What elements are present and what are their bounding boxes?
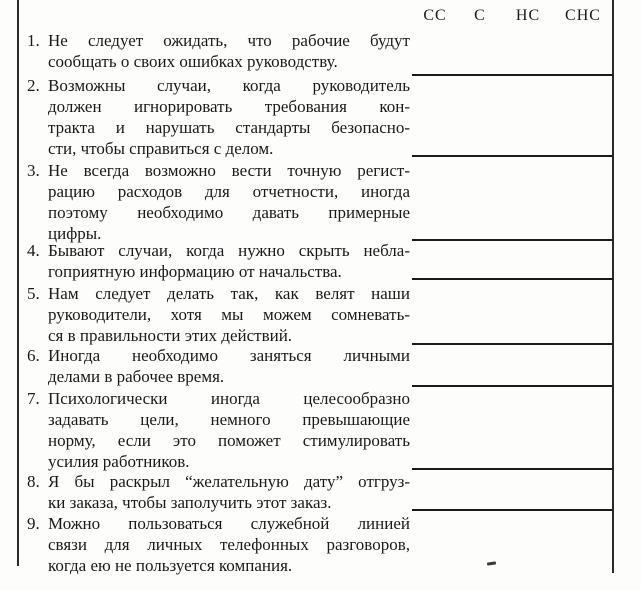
question-line: Психологически иногда целесообразно: [48, 389, 410, 408]
question-line: делами в рабочее время.: [48, 367, 225, 386]
scale-label-ss: СС: [423, 7, 447, 24]
question-line: Иногда необходимо заняться личными: [48, 346, 410, 365]
row-separator-6: [412, 385, 613, 387]
question-text: [48, 75, 410, 159]
question-item-8: [27, 471, 410, 513]
row-separator-8: [412, 509, 613, 511]
question-text: [48, 30, 410, 72]
question-item-3: [27, 160, 410, 244]
question-line: когда ею не пользуется компания.: [48, 556, 293, 575]
question-number: 3.: [27, 161, 40, 180]
row-separator-4: [412, 278, 613, 280]
question-line: сообщать о своих ошибках руководству.: [48, 52, 338, 71]
table-left-border: [17, 0, 19, 566]
question-line: руководители, хотя мы можем сомневать-: [48, 305, 410, 324]
question-line: Нам следует делать так, как велят наши: [48, 284, 410, 303]
question-line: должен игнорировать требования кон-: [48, 97, 410, 116]
question-line: Возможны случаи, когда руководитель: [48, 76, 410, 95]
question-number: 5.: [27, 284, 40, 303]
question-item-1: [27, 30, 410, 72]
question-line: поэтому необходимо давать примерные: [48, 203, 410, 222]
question-number: 2.: [27, 76, 40, 95]
answer-scale-header: [0, 7, 641, 27]
question-text: [48, 240, 410, 282]
question-line: Не всегда возможно вести точную регист-: [48, 161, 410, 180]
question-line: сти, чтобы справиться с делом.: [48, 139, 274, 158]
row-separator-7: [412, 468, 613, 470]
question-number: 7.: [27, 389, 40, 408]
question-item-5: [27, 283, 410, 346]
question-number: 6.: [27, 346, 40, 365]
question-number: 1.: [27, 31, 40, 50]
question-line: Не следует ожидать, что рабочие будут: [48, 31, 410, 50]
question-item-9: [27, 513, 410, 576]
question-line: Можно пользоваться служебной линией: [48, 514, 410, 533]
question-item-7: [27, 388, 410, 472]
stray-mark: [487, 561, 496, 565]
question-text: [48, 160, 410, 244]
question-text: [48, 471, 410, 513]
row-separator-2: [412, 155, 613, 157]
question-line: задавать цели, немного превышающие: [48, 410, 410, 429]
question-line: ки заказа, чтобы заполучить этот заказ.: [48, 493, 332, 512]
scale-label-s: С: [474, 7, 486, 24]
question-line: Я бы раскрыл “желательную дату” отгруз-: [48, 472, 410, 491]
question-line: рацию расходов для отчетности, иногда: [48, 182, 410, 201]
question-line: усилия работников.: [48, 452, 190, 471]
scale-label-sns: СНС: [565, 7, 601, 24]
question-item-2: [27, 75, 410, 159]
question-number: 9.: [27, 514, 40, 533]
question-line: норму, если это поможет стимулировать: [48, 431, 410, 450]
row-separator-1: [412, 74, 613, 76]
question-text: [48, 513, 410, 576]
question-number: 8.: [27, 472, 40, 491]
question-line: Бывают случаи, когда нужно скрыть небла-: [48, 241, 410, 260]
question-text: [48, 345, 410, 387]
scale-label-ns: НС: [515, 7, 541, 24]
question-text: [48, 388, 410, 472]
question-line: цифры.: [48, 224, 102, 243]
row-separator-5: [412, 343, 613, 345]
question-line: связи для личных телефонных разговоров,: [48, 535, 410, 554]
question-item-6: [27, 345, 410, 387]
question-line: тракта и нарушать стандарты безопасно-: [48, 118, 410, 137]
question-line: гоприятную информацию от начальства.: [48, 262, 342, 281]
row-separator-3: [412, 239, 613, 241]
table-right-border: [612, 0, 614, 573]
question-text: [48, 283, 410, 346]
question-number: 4.: [27, 241, 40, 260]
question-item-4: [27, 240, 410, 282]
question-line: ся в правильности этих действий.: [48, 326, 293, 345]
